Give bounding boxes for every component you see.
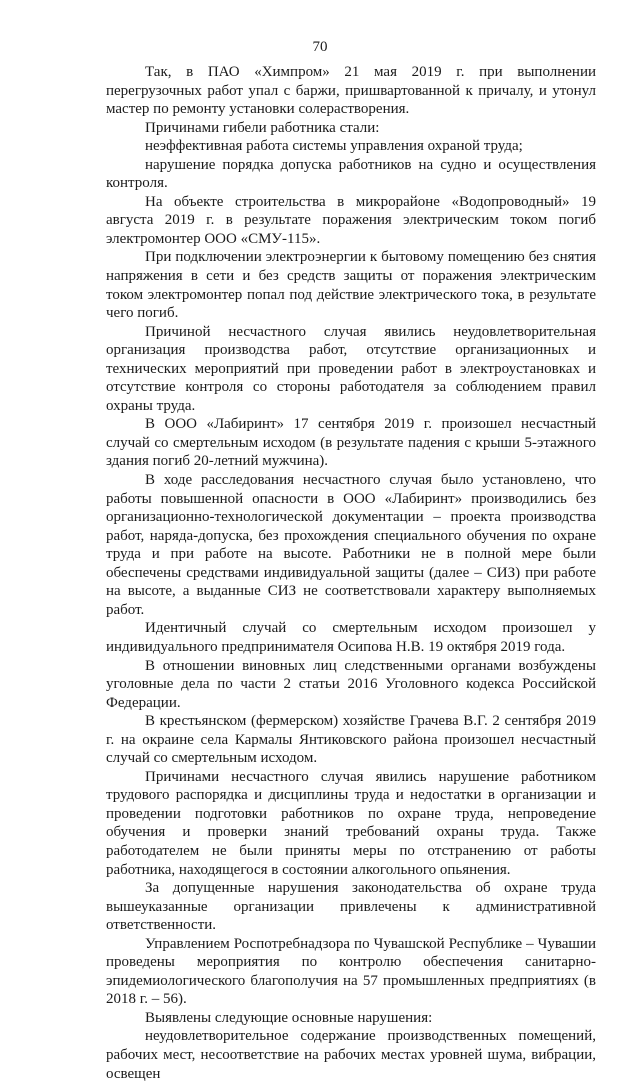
paragraph: На объекте строительства в микрорайоне «Водопроводный» 19 августа 2019 г. в результате поражения электрическим током погиб электромонтер ООО «СМУ-115». <box>106 193 596 247</box>
paragraph: неэффективная работа системы управления охраной труда; <box>145 138 523 155</box>
paragraph: нарушение порядка допуска работников на судно и осуществления контроля. <box>106 156 596 192</box>
paragraph: В ООО «Лабиринт» 17 сентября 2019 г. произошел несчастный случай со смертельным исходом (в результате падения с крыши 5-этажного здания погиб 20-летний мужчина). <box>106 416 596 470</box>
paragraph: Идентичный случай со смертельным исходом произошел у индивидуального предпринимателя Осипова Н.В. 19 октября 2019 года. <box>106 620 596 655</box>
paragraph: Так, в ПАО «Химпром» 21 мая 2019 г. при выполнении перегрузочных работ упал с баржи, пришвартованной к причалу, и утонул мастер по ремонту установки солерастворения. <box>106 64 596 118</box>
paragraph: В отношении виновных лиц следственными органами возбуждены уголовные дела по части 2 статьи 2016 Уголовного кодекса Российской Федерации. <box>106 657 596 711</box>
paragraph: В крестьянском (фермерском) хозяйстве Грачева В.Г. 2 сентября 2019 г. на окраине села Кармалы Янтиковского района произошел несчастный случай со смертельным исходом. <box>106 713 596 767</box>
paragraph: Выявлены следующие основные нарушения: <box>145 1009 433 1026</box>
paragraph: При подключении электроэнергии к бытовому помещению без снятия напряжения в сети и без средств защиты от поражения электрическим током электромонтер попал под действие электрического тока, в результате чего погиб. <box>106 249 596 322</box>
paragraph: неудовлетворительное содержание производственных помещений, рабочих мест, несоответствие на рабочих местах уровней шума, вибрации, освещен <box>106 1028 596 1082</box>
paragraph: Причиной несчастного случая явились неудовлетворительная организация производства работ, отсутствие организационных и технических мероприятий при проведении работ в электроустановках и отсутствие контроля со стороны работодателя за соблюдением правил охраны труда. <box>106 323 596 414</box>
page-number: 70 <box>312 39 328 55</box>
paragraph: В ходе расследования несчастного случая было установлено, что работы повышенной опасности в ООО «Лабиринт» производились без организационно-технологической документации – проекта производства работ, наряда-допуска, без прохождения специального обучения по охране труда и при работе на высоте. Работники не в полной мере были обеспечены средствами индивидуальной защиты (далее – СИЗ) при работе на высоте, а выданные СИЗ не соответствовали характеру выполняемых работ. <box>106 472 596 618</box>
paragraph: Управлением Роспотребнадзора по Чувашской Республике – Чувашии проведены мероприятия по контролю обеспечения санитарно-эпидемиологического благополучия на 57 промышленных предприятиях (в 2018 г. – 56). <box>106 935 596 1008</box>
paragraph: Причинами гибели работника стали: <box>145 119 380 136</box>
paragraph: За допущенные нарушения законодательства об охране труда вышеуказанные организации привлечены к административной ответственности. <box>106 880 596 934</box>
paragraph: Причинами несчастного случая явились нарушение работником трудового распорядка и дисциплины труда и недостатки в организации и проведении подготовки работников по охране труда, непроведение обучения и проверки знаний требований охраны труда. Также работодателем не были приняты меры по отстранению от работы работника, находящегося в состоянии алкогольного опьянения. <box>106 768 596 878</box>
document-text <box>106 63 596 1083</box>
